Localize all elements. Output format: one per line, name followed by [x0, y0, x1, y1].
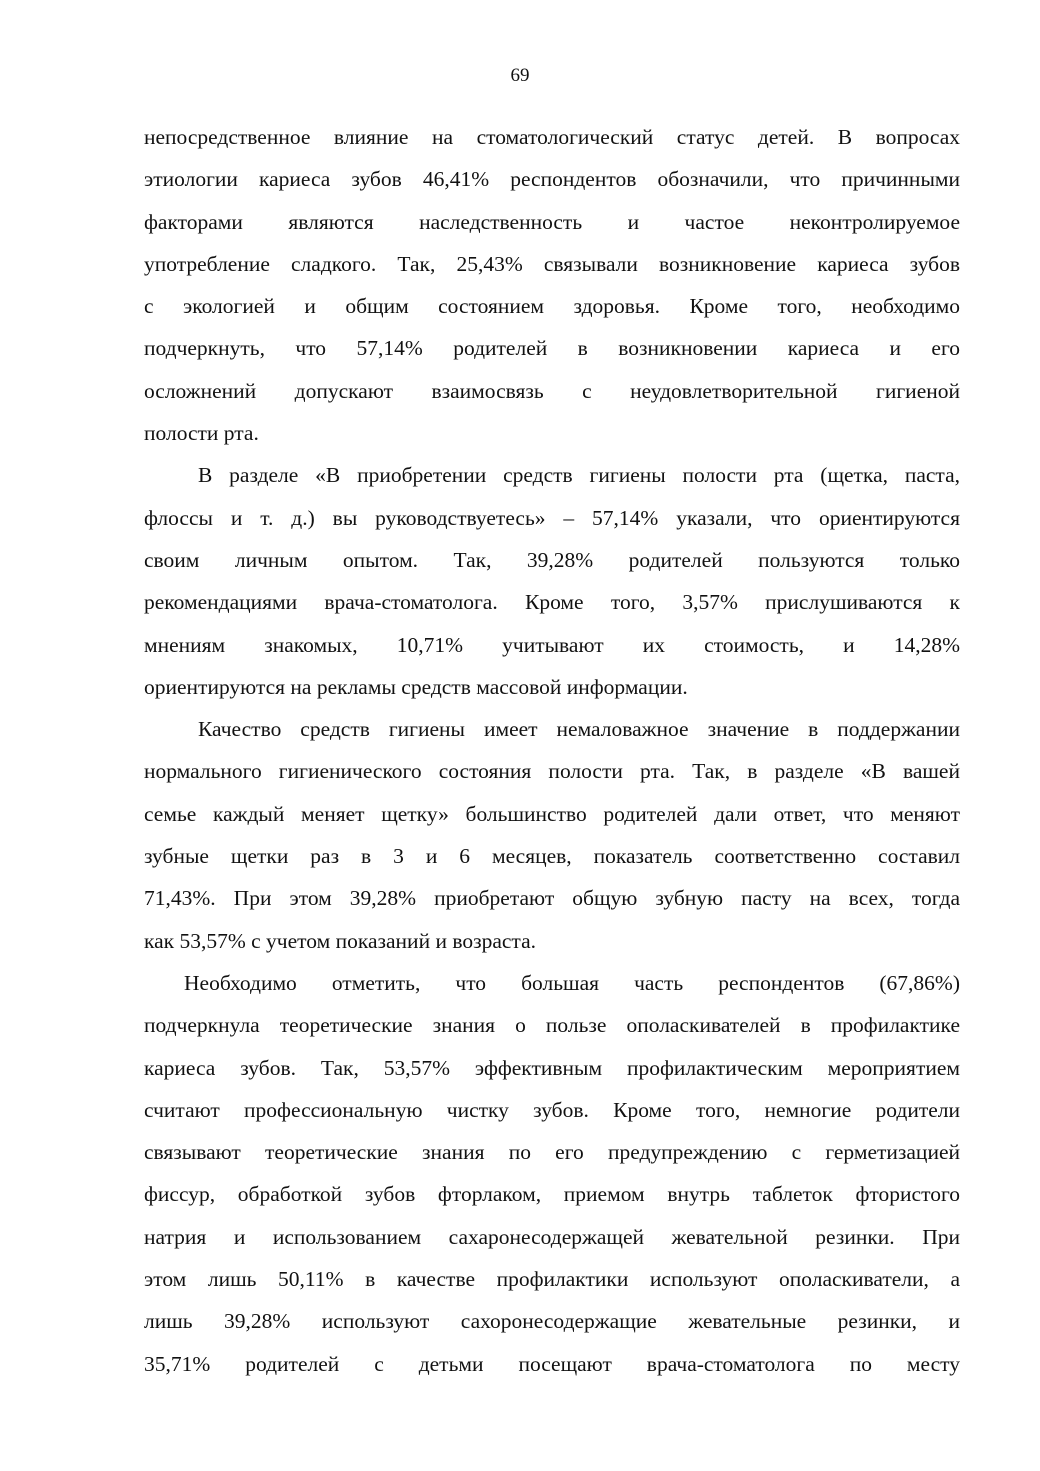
text-line: Необходимо отметить, что большая часть респондентов (67,86%): [184, 970, 960, 995]
text-line: кариеса зубов. Так, 53,57% эффективным профилактическим мероприятием: [144, 1055, 960, 1080]
paragraph-3: [144, 708, 960, 962]
text-line: связывают теоретические знания по его предупреждению с герметизацией: [144, 1140, 960, 1165]
text-line: флоссы и т. д.) вы руководствуетесь» – 57,14% указали, что ориентируются: [144, 505, 960, 530]
text-line: с экологией и общим состоянием здоровья. Кроме того, необходимо: [144, 294, 960, 319]
text-line: считают профессиональную чистку зубов. Кроме того, немногие родители: [144, 1097, 960, 1122]
text-line: этиологии кариеса зубов 46,41% респондентов обозначили, что причинными: [144, 167, 960, 192]
text-line: нормального гигиенического состояния полости рта. Так, в разделе «В вашей: [144, 759, 960, 784]
paragraph-2: [144, 454, 960, 708]
text-line: мнениям знакомых, 10,71% учитывают их стоимость, и 14,28%: [144, 632, 960, 657]
page-number: 69: [510, 65, 530, 86]
text-line: своим личным опытом. Так, 39,28% родителей пользуются только: [144, 547, 960, 572]
text-line: 35,71% родителей с детьми посещают врача-стоматолога по месту: [144, 1351, 960, 1376]
text-line: лишь 39,28% используют сахоронесодержащие жевательные резинки, и: [144, 1309, 960, 1334]
text-line: семье каждый меняет щетку» большинство родителей дали ответ, что меняют: [144, 801, 960, 826]
text-line: Качество средств гигиены имеет немаловажное значение в поддержании: [198, 717, 960, 742]
text-line: фиссур, обработкой зубов фторлаком, приемом внутрь таблеток фтористого: [144, 1182, 960, 1207]
text-line: В разделе «В приобретении средств гигиены полости рта (щетка, паста,: [198, 463, 960, 488]
body-text: [144, 116, 960, 1385]
text-line: 71,43%. При этом 39,28% приобретают общую зубную пасту на всех, тогда: [144, 886, 960, 911]
text-line: зубные щетки раз в 3 и 6 месяцев, показатель соответственно составил: [144, 844, 960, 869]
text-line: как 53,57% с учетом показаний и возраста.: [144, 928, 536, 953]
text-line: факторами являются наследственность и частое неконтролируемое: [144, 209, 960, 234]
text-line: этом лишь 50,11% в качестве профилактики используют ополаскиватели, а: [144, 1267, 960, 1292]
paragraph-4: [144, 962, 960, 1385]
paragraph-1: [144, 116, 960, 454]
text-line: подчеркнуть, что 57,14% родителей в возникновении кариеса и его: [144, 336, 960, 361]
text-line: ориентируются на рекламы средств массовой информации.: [144, 674, 688, 699]
text-line: натрия и использованием сахаронесодержащей жевательной резинки. При: [144, 1224, 960, 1249]
text-line: рекомендациями врача-стоматолога. Кроме того, 3,57% прислушиваются к: [144, 590, 960, 615]
text-line: непосредственное влияние на стоматологический статус детей. В вопросах: [144, 125, 960, 149]
text-line: употребление сладкого. Так, 25,43% связывали возникновение кариеса зубов: [144, 251, 960, 276]
text-line: полости рта.: [144, 421, 259, 446]
text-line: подчеркнула теоретические знания о пользе ополаскивателей в профилактике: [144, 1013, 960, 1038]
text-line: осложнений допускают взаимосвязь с неудовлетворительной гигиеной: [144, 378, 960, 403]
